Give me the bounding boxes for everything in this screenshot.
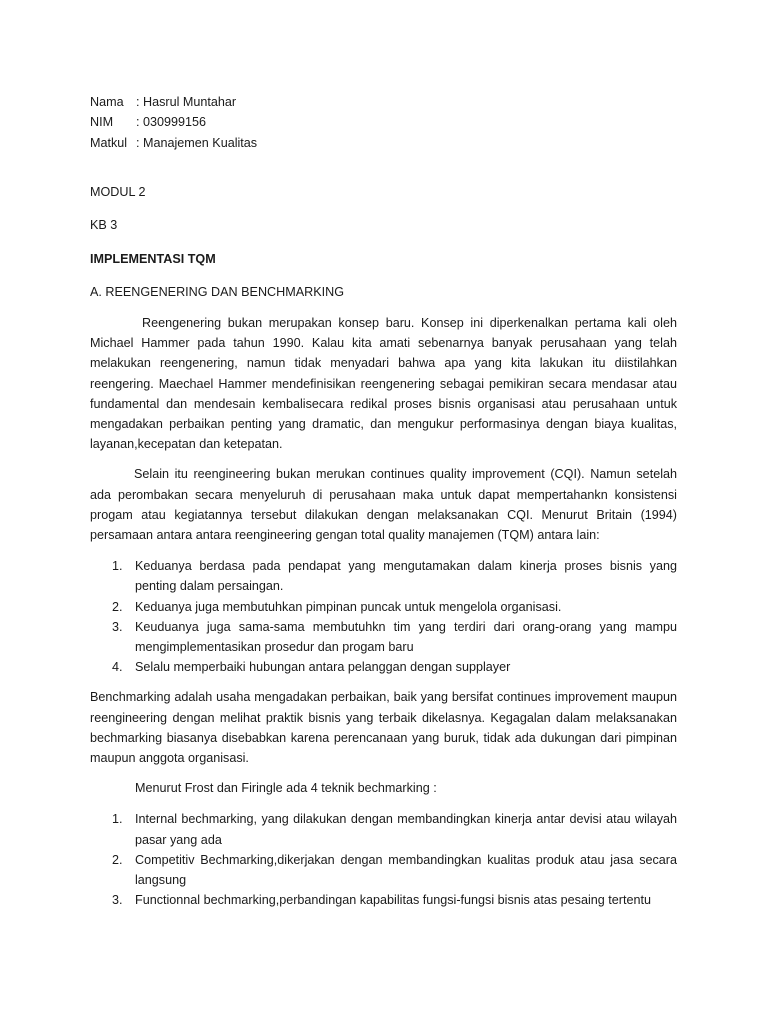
list-item (90, 657, 677, 677)
list-item-text: Functionnal bechmarking,perbandingan kapabilitas fungsi-fungsi bisnis atas pesaing tertentu (135, 893, 651, 908)
identity-value: : Manajemen Kualitas (136, 135, 258, 150)
list-item (90, 556, 677, 596)
paragraph-cqi: Selain itu reengineering bukan merukan continues quality improvement (CQI). Namun setelah ada perombakan secara menyeluruh di perusahaan maka untuk dapat mempertahankn konsistensi progam atau kegiatannya tersebut dilakukan dengan melaksanakan CQI. Menurut Britain (1994) persamaan antara antara reengineering gengan total quality manajemen (TQM) antara lain: (90, 467, 677, 543)
spacer (90, 153, 677, 182)
list-item-text: Keuduanya juga sama-sama membutuhkn tim yang terdiri dari orang-orang yang mampu mengimplementasikan prosedur dan progam baru (135, 619, 677, 655)
identity-label: Matkul (90, 135, 128, 150)
list-number: 3. (112, 893, 123, 908)
list-item-text: Keduanya berdasa pada pendapat yang mengutamakan dalam kinerja proses bisnis yang penting dalam persaingan. (135, 559, 677, 594)
identity-value: : 030999156 (136, 115, 207, 130)
section-heading: A. REENGENERING DAN BENCHMARKING (90, 284, 345, 299)
list-item (90, 890, 677, 910)
similarities-list (90, 556, 677, 677)
identity-value: : Hasrul Muntahar (136, 95, 237, 109)
student-identity (90, 92, 677, 153)
document-body (90, 92, 677, 910)
modul-label: MODUL 2 (90, 185, 146, 200)
list-item-text: Keduanya juga membutuhkan pimpinan puncak untuk mengelola organisasi. (135, 599, 562, 614)
identity-row-name (90, 92, 677, 112)
paragraph-frost-firingle: Menurut Frost dan Firingle ada 4 teknik bechmarking : (135, 781, 437, 796)
list-number: 2. (112, 852, 123, 867)
list-item (90, 850, 677, 890)
list-item (90, 617, 677, 657)
document-title: IMPLEMENTASI TQM (90, 251, 216, 266)
kb-label: KB 3 (90, 218, 118, 233)
list-item-text: Internal bechmarking, yang dilakukan dengan membandingkan kinerja antar devisi atau wilayah pasar yang ada (135, 812, 677, 847)
list-item (90, 597, 677, 617)
paragraph-reengenering: Reengenering bukan merupakan konsep baru. Konsep ini diperkenalkan pertama kali oleh Michael Hammer pada tahun 1990. Kalau kita amati sebenarnya banyak perusahaan yang telah melakukan reengenering, namun tidak menyadari bahwa apa yang kita lakukan itu diistilahkan reengering. Maechael Hammer mendefinisikan reengenering sebagai pemikiran secara mendasar atau fundamental dan mendesain kembalisecara redikal proses bisnis organisasi atau perusahaan untuk mengadakan perbaikan penting yang dramatic, dan mengukur performasinya dengan biaya kualitas, layanan,kecepatan dan ketepatan. (90, 315, 677, 452)
identity-label: Nama (90, 95, 124, 109)
list-item-text: Competitiv Bechmarking,dikerjakan dengan membandingkan kualitas produk atau jasa secara langsung (135, 852, 677, 888)
list-number: 3. (112, 619, 123, 634)
list-item (90, 809, 677, 849)
benchmarking-techniques-list (90, 809, 677, 910)
list-number: 1. (112, 812, 123, 827)
list-number: 4. (112, 660, 123, 675)
list-item-text: Selalu memperbaiki hubungan antara pelanggan dengan supplayer (135, 660, 511, 675)
paragraph-benchmarking: Benchmarking adalah usaha mengadakan perbaikan, baik yang bersifat continues improvement maupun reengineering dengan melihat praktik bisnis yang terbaik dikelasnya. Kegagalan dalam melaksanakan bechmarking biasanya disebabkan karena perencanaan yang buruk, tidak ada dukungan dari pimpinan maupun anggota organisasi. (90, 690, 677, 766)
list-number: 2. (112, 599, 123, 614)
list-number: 1. (112, 559, 123, 574)
identity-label: NIM (90, 115, 114, 130)
identity-row-matkul (90, 133, 677, 153)
identity-row-nim (90, 112, 677, 132)
